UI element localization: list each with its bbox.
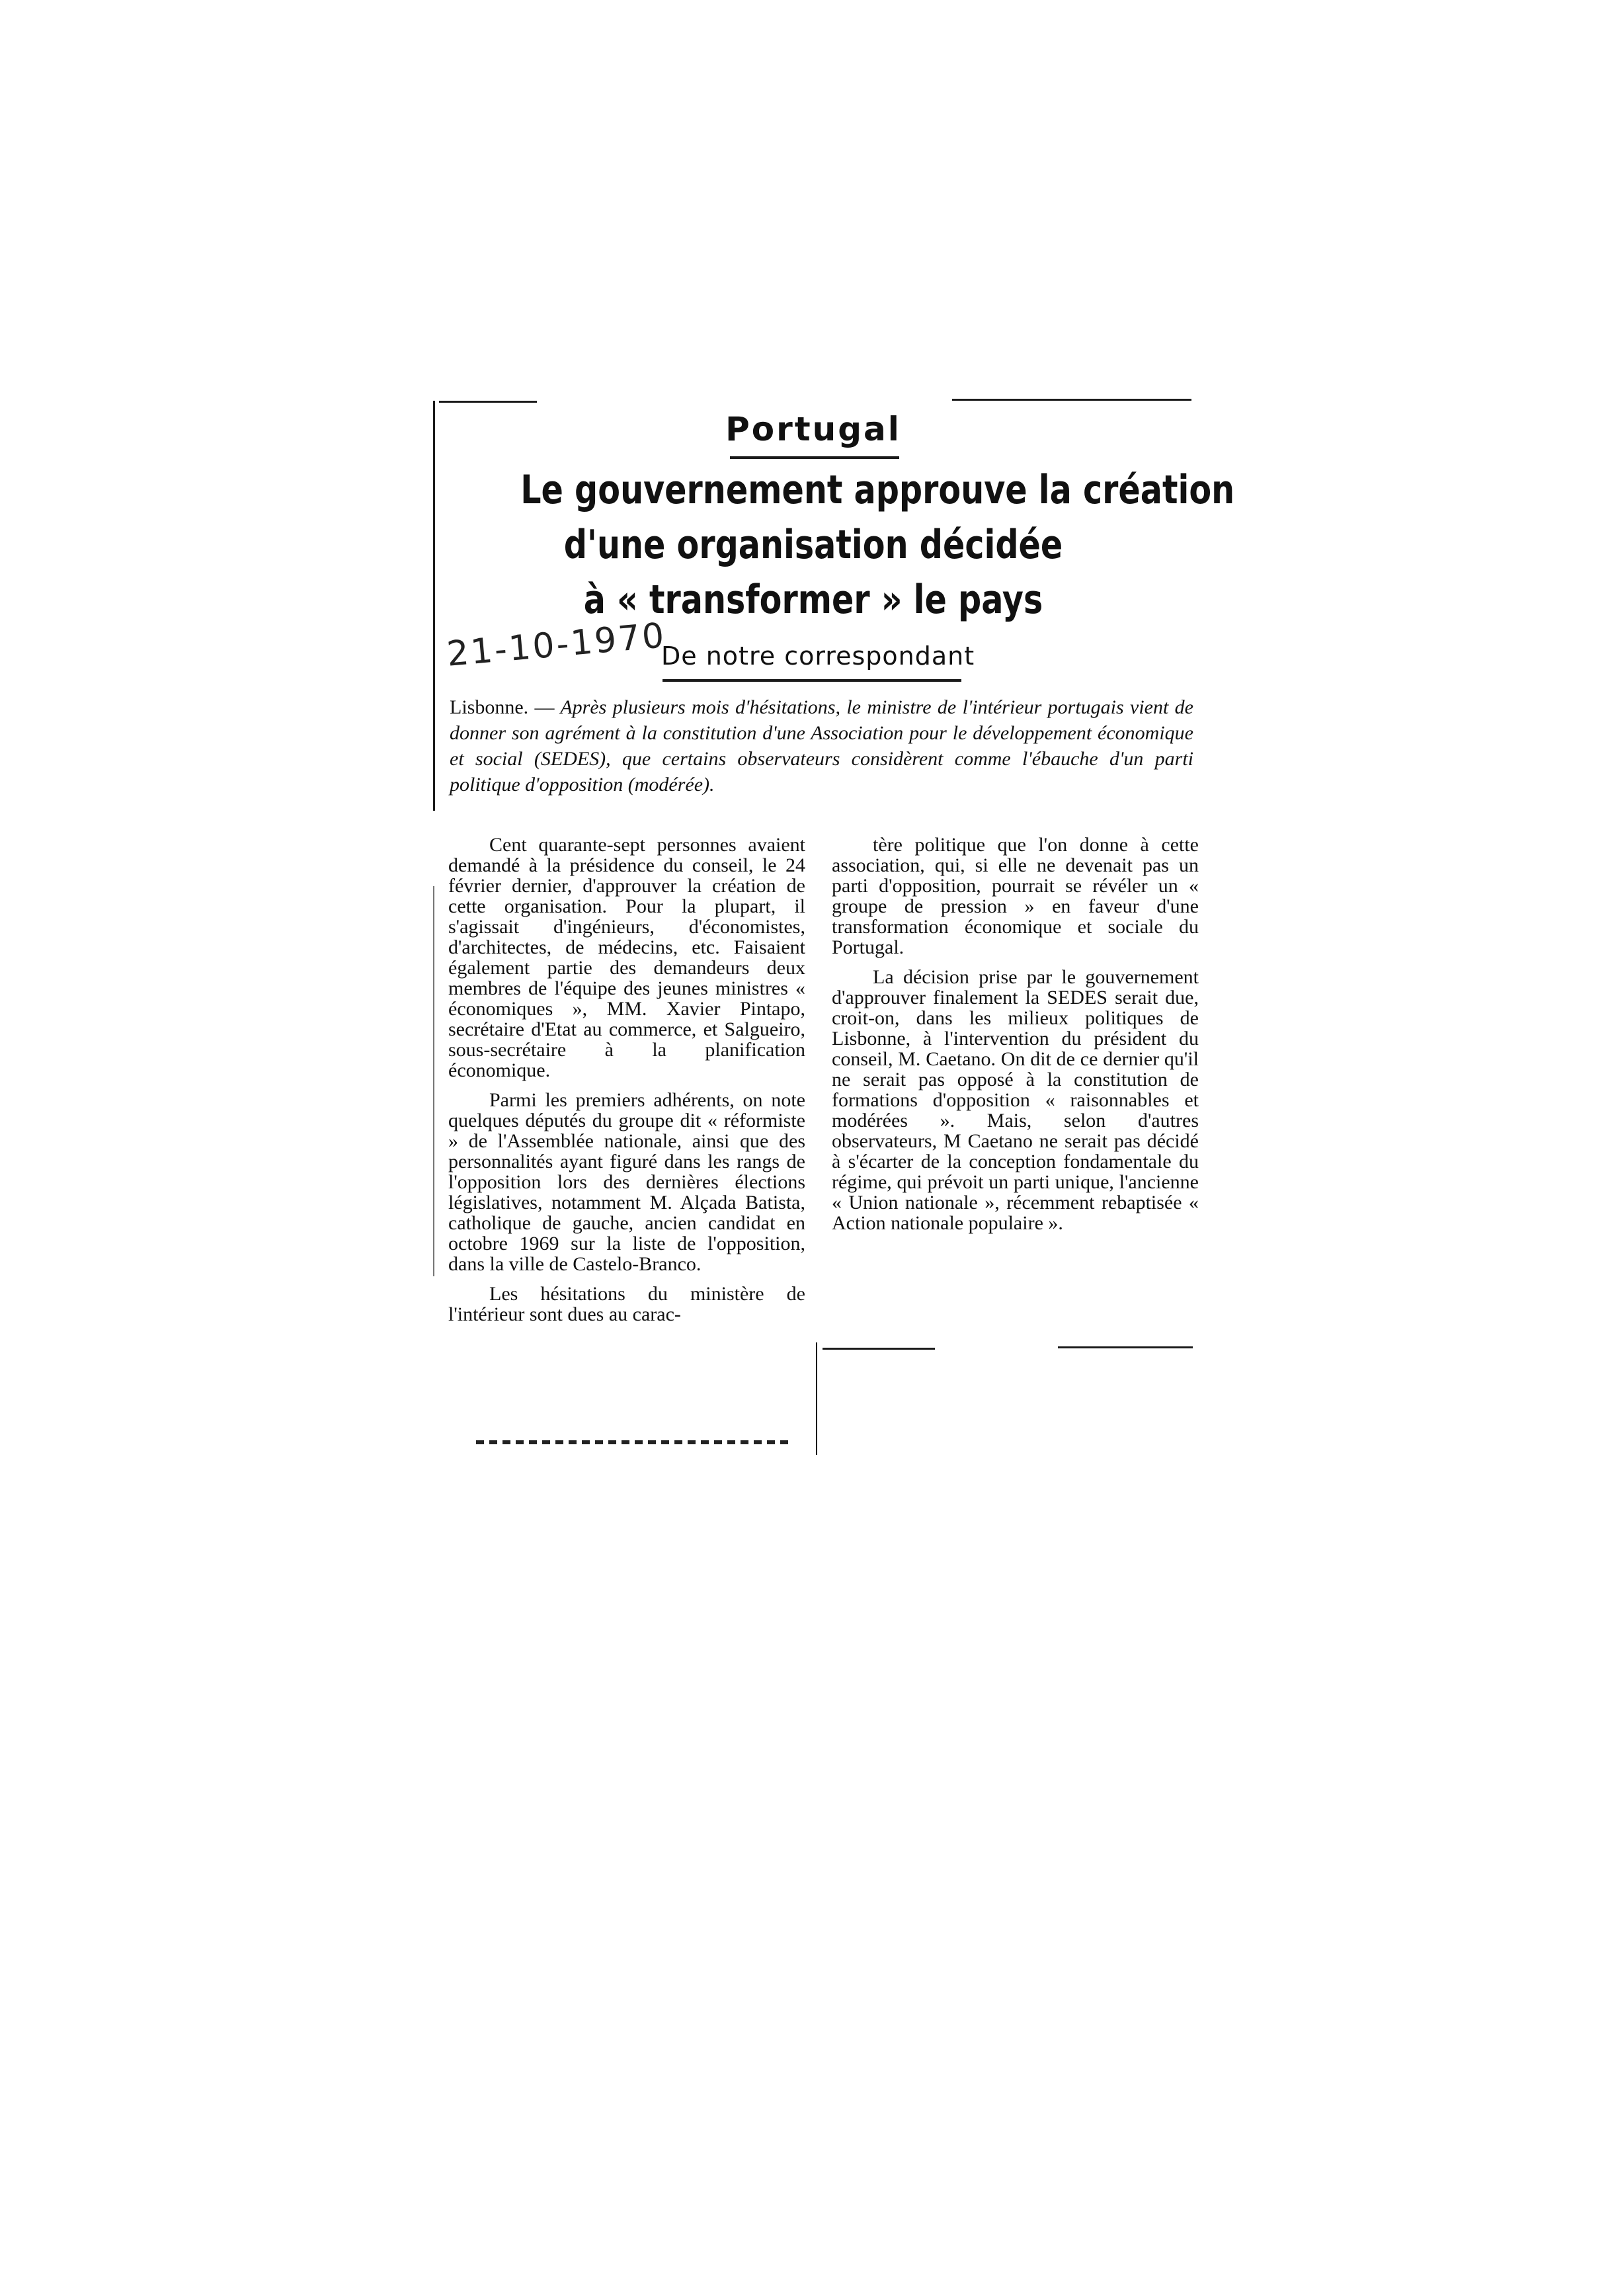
article-column-2 bbox=[832, 835, 1199, 1233]
byline-underline bbox=[663, 679, 961, 682]
top-rule-right bbox=[952, 399, 1191, 401]
headline bbox=[520, 463, 1235, 628]
column-divider bbox=[816, 1342, 817, 1455]
handwritten-date: 21-10-1970 bbox=[445, 616, 668, 675]
end-rule-left bbox=[823, 1348, 935, 1350]
section-kicker: Portugal bbox=[725, 410, 901, 448]
column1-paragraph-1: Cent quarante-sept personnes avaient demandé à la présidence du conseil, le 24 février dernier, d'approuver la création de cette organisation. Pour la plupart, il s'agissait d'ingénieurs, d'économistes, d'architectes, de médecins, etc. Faisaient également partie des demandeurs deux membres de l'équipe des jeunes ministres « économiques », MM. Xavier Pintapo, secrétaire d'Etat au commerce, et Salgueiro, sous-secrétaire à la planification économique. bbox=[448, 834, 805, 1081]
headline-line-3: à « transformer » le pays bbox=[583, 577, 1043, 623]
article-column-1 bbox=[448, 835, 805, 1325]
left-border-rule-lower bbox=[433, 886, 434, 1276]
headline-line-1: Le gouvernement approuve la création bbox=[520, 467, 1235, 513]
byline: De notre correspondant bbox=[661, 641, 975, 671]
column2-paragraph-1: tère politique que l'on donne à cette association, qui, si elle ne devenait pas un parti d'opposition, pourrait se révéler un « groupe de pression » en faveur d'une transformation économique et sociale du Portugal. bbox=[832, 834, 1199, 958]
bottom-dashed-rule bbox=[476, 1440, 793, 1444]
intro-paragraph bbox=[450, 694, 1193, 798]
kicker-underline bbox=[730, 456, 899, 459]
intro-text: Après plusieurs mois d'hésitations, le ministre de l'intérieur portugais vient de donner son agrément à la constitution d'une Association pour le développement économique et social (SEDES), que certains observateurs considèrent comme l'ébauche d'un parti politique d'opposition (modérée). bbox=[450, 696, 1193, 796]
end-rule-right bbox=[1058, 1346, 1193, 1348]
top-rule-left bbox=[439, 401, 537, 403]
headline-line-2: d'une organisation décidée bbox=[563, 522, 1063, 568]
column1-paragraph-3: Les hésitations du ministère de l'intérieur sont dues au carac- bbox=[448, 1283, 805, 1325]
column2-paragraph-2: La décision prise par le gouvernement d'approuver finalement la SEDES serait due, croit-on, dans les milieux politiques de Lisbonne, à l'intervention du président du conseil, M. Caetano. On dit de ce dernier qu'il ne serait pas opposé à la constitution de formations d'opposition « raisonnables et modérées ». Mais, selon d'autres observateurs, M Caetano ne serait pas décidé à s'écarter de la conception fondamentale du régime, qui prévoit un parti unique, l'ancienne « Union nationale », récemment rebaptisée « Action nationale populaire ». bbox=[832, 966, 1199, 1234]
left-border-rule bbox=[433, 401, 435, 811]
intro-dateline: Lisbonne. — bbox=[450, 696, 555, 718]
column1-paragraph-2: Parmi les premiers adhérents, on note quelques députés du groupe dit « réformiste » de l'Assemblée nationale, ainsi que des personnalités ayant figuré dans les rangs de l'opposition lors des dernières élections législatives, notamment M. Alçada Batista, catholique de gauche, ancien candidat en octobre 1969 sur la liste de l'opposition, dans la ville de Castelo-Branco. bbox=[448, 1089, 805, 1275]
